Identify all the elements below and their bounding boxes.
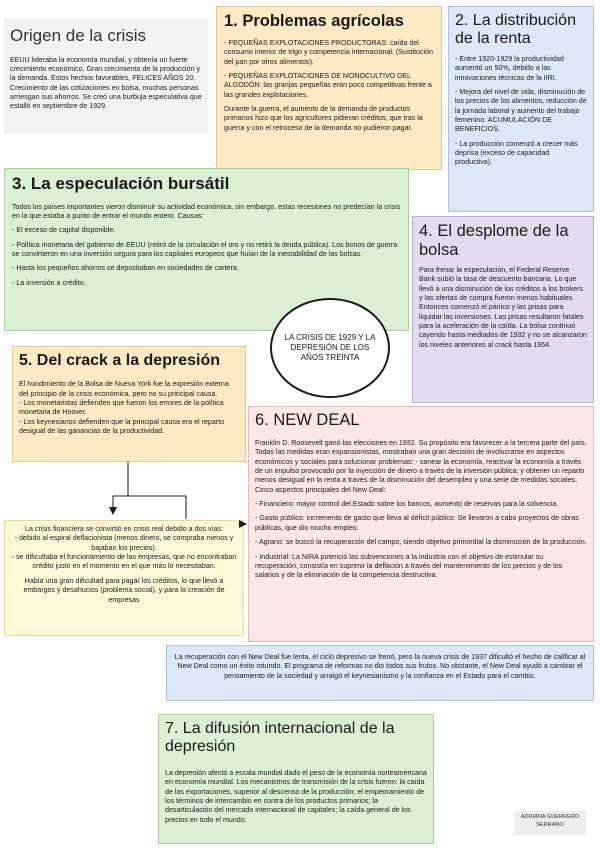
problemas-paragraph: - PEQUEÑAS EXPLOTACIONES PRODUCTORAS: caída del consumo interior de trigo y competencia internacional. (Sustitución del pan por otros alimentos).: [224, 38, 433, 66]
distribucion-body: [455, 55, 587, 168]
crack-paragraph: - Los keynesianos defienden que la principal causa era el reparto desigual de las ganancias de la productividad.: [19, 417, 225, 436]
financiera-paragraph: - debido al espiral deflacionista (menos dinero, se compraba menos y bajaban los precios).: [14, 534, 234, 552]
newdeal-title: 6. NEW DEAL: [255, 411, 360, 429]
newdeal-paragraph: - Financiero: mayor control del Estado sobre los bancos, aumento de reservas para la solvencia.: [255, 500, 559, 509]
distribucion-paragraph: - Mejora del nivel de vida, disminución de los precios de los alimentos, reducción de la jornada laboral y aumento del trabajo femenino. ACUMULACIÓN DE BENEFICIOS.: [455, 87, 587, 134]
crack-body: [19, 380, 239, 436]
crack-depresion-section: [12, 346, 246, 462]
desplome-paragraph: Para frenar la especulación, el Federal Reserve Bank subió la tasa de descuento bancaria. Lo que llevó a una disminución de los créditos a los brokers y las ofertas de compra fueron menos habituales. Entonces comenzó el pánico y las prisas para liquidar las inversiones. Las prisas resultaron fatales para la aceleración de la caída. La bolsa continuó cayendo hasta mediados de 1932 y no se alcanzaron los niveles anteriores al crack hasta 1954.: [419, 265, 588, 349]
origen-paragraph: EEUU lideraba la economía mundial, y obtenía un fuerte crecimiento económico. Gran crecimiento de la producción y la demanda. Estos hechos favorables, FELICES AÑOS 20. Crecimiento de las cotizaciones en bolsa, muchas personas arriesgan sus ahorros. Se creó una burbuja especulativa que estalló en septiembre de 1929.: [10, 55, 202, 111]
central-topic-circle: [270, 298, 390, 398]
problemas-paragraph: - PEQUEÑAS EXPLOTACIONES DE MONOCULTIVO DEL ALGODÓN: las granjas pequeñas eran poco competitivas frente a las grandes explotaciones.: [224, 72, 432, 99]
desplome-body: [419, 266, 587, 350]
problemas-title: 1. Problemas agrícolas: [224, 12, 404, 30]
problemas-body: [224, 39, 434, 133]
origen-body: [10, 56, 202, 112]
recuperacion-box: [166, 645, 594, 701]
financiera-paragraph: La crisis financiera se convirtió en crisis real debido a dos vías:: [25, 525, 223, 533]
crack-paragraph: - Los monetaristas defienden que fueron los errores de la política monetaria de Hoover.: [19, 399, 224, 417]
financiera-paragraph: - se dificultaba el funcionamiento de las empresas, que no encontraban crédito justo en el momento en el que más lo necesitaban.: [11, 553, 237, 571]
author-name-line: ADRIANA GUERRERO: [520, 814, 580, 820]
crack-to-financiera-arrow: [113, 462, 128, 514]
origen-title: Origen de la crisis: [10, 26, 147, 45]
especulacion-paragraph: - Política monetaria del gobierno de EEUU (retiró de la circulación el oro y no retiró la deuda pública). Los bonos de guerra se convirtieron en una inversión segura para los capitales europeos que huían de la inestabilidad de las bolsas.: [12, 240, 398, 258]
newdeal-paragraph: - Gasto público: incremento de gasto que lleva al déficit público. Se llevaron a cabo proyectos de obras públicas, que dio mucho empleo.: [255, 514, 579, 532]
especulacion-paragraph: - La inversión a crédito.: [12, 278, 86, 287]
especulacion-paragraph: - El exceso de capital disponible.: [12, 226, 116, 235]
newdeal-body: [255, 439, 587, 581]
difusion-internacional-section: [158, 714, 434, 844]
crack-paragraph: El hundimiento de la Bolsa de Nueva York fue la expresión externa del principio de la crisis económica, pero no su principal causa.: [19, 380, 229, 398]
distribucion-title: 2. La distribución de la renta: [455, 12, 576, 48]
especulacion-body: [12, 203, 401, 289]
recuperacion-body: [173, 653, 587, 681]
distribucion-paragraph: - La producción comenzó a crecer más deprisa (exceso de capacidad productiva).: [455, 139, 578, 167]
author-credit: [514, 811, 586, 835]
difusion-paragraph: La depresión afectó a escala mundial dado el peso de la economía norteamericana en economía mundial. Los mecanismos de transmisión de la crisis fueron: la caída de las exportaciones, superior al descenso de la producción; el empeoramiento de los términos de intercambio en contra de los productos primarios; la desarticulación del mercado internacional de capitales; la caída general de los precios en todo el mundo.: [165, 768, 427, 824]
problemas-agricolas-section: [216, 6, 442, 170]
newdeal-paragraph: Franklin D. Roosevelt ganó las elecciones en 1932. Su propósito era favorecer a la tercera parte del país. Todas las medidas eran expansionistas, mostraban una gran decisión de involucrarse en aspectos económicos y sociales para solucionar problemas: - sanear la economía, reactivar la economía a través de un impulso provocado por la inyección de dinero a través de la inversión pública; y obtener un reparto menos desigual en la renta a través de la disminución del desempleo y una serie de medidas sociales. Cinco aspectos principales del New Deal:: [255, 438, 587, 494]
financiera-body: [10, 525, 238, 605]
newdeal-paragraph: - Agrario: se buscó la recuperación del campo, siendo objetivo primordial la disminución de la producción.: [255, 538, 587, 547]
desplome-title: 4. El desplome de la bolsa: [419, 222, 569, 259]
new-deal-section: [248, 406, 594, 642]
especulacion-paragraph: Todos los países importantes vieron disminuir su actividad económica, sin embargo, estas recesiones no predecían la crisis en la que estaba a punto de entrar el mundo entero. Causas:: [12, 202, 401, 220]
origen-section: [4, 18, 208, 134]
crack-to-newdeal-arrow: [128, 496, 186, 519]
difusion-body: [165, 769, 427, 825]
central-topic-title: LA CRISIS DE 1929 Y LA DEPRESIÓN DE LOS AÑOS TREINTA: [284, 333, 376, 362]
author-name-line: SERRANO: [536, 821, 564, 828]
especulacion-title: 3. La especulación bursátil: [12, 174, 230, 193]
desplome-bolsa-section: [412, 216, 594, 403]
distribucion-renta-section: [448, 6, 594, 212]
especulacion-paragraph: - Hasta los pequeños ahorros se depositaban en sociedades de cartera.: [12, 264, 239, 273]
financiera-paragraph: Había una gran dificultad para pagar los créditos, lo que llevó a embargos y desahucios (problema social), y para la creación de empresas: [23, 576, 225, 604]
distribucion-paragraph: - Entre 1920-1929 la productividad aumentó un 50%, debido a las innovaciones técnicas de la IIRI.: [455, 54, 564, 82]
problemas-paragraph: Durante la guerra, el aumento de la demanda de productos primarios hizo que los agricultores pidieran créditos, que tras la guerra y con el retroceso de la demanda no pudieron pagar.: [224, 105, 423, 132]
recuperacion-paragraph: La recuperación con el New Deal fue lenta, el ciclo depresivo se frenó, pero la nueva crisis de 1937 dificultó el hecho de calificar al New Deal como un éxito rotundo. El programa de reformas no dio todos sus frutos. No obstante, el New Deal ayudó a cambiar el pensamiento de la sociedad y arraigó el keynesianismo y la confianza en el Estado para el cambio.: [174, 653, 586, 680]
crisis-financiera-box: [4, 520, 244, 636]
crack-title: 5. Del crack a la depresión: [19, 352, 220, 369]
newdeal-paragraph: - Industrial: La NIRA potenció las subvenciones a la industria con el objetivo de estimular su recuperación, consistía en suprimir la deflación a través del mantenimiento de los precios y de los salarios y de la eliminación de la competencia destructiva.: [255, 552, 563, 580]
difusion-title: 7. La difusión internacional de la depresión: [165, 720, 395, 756]
